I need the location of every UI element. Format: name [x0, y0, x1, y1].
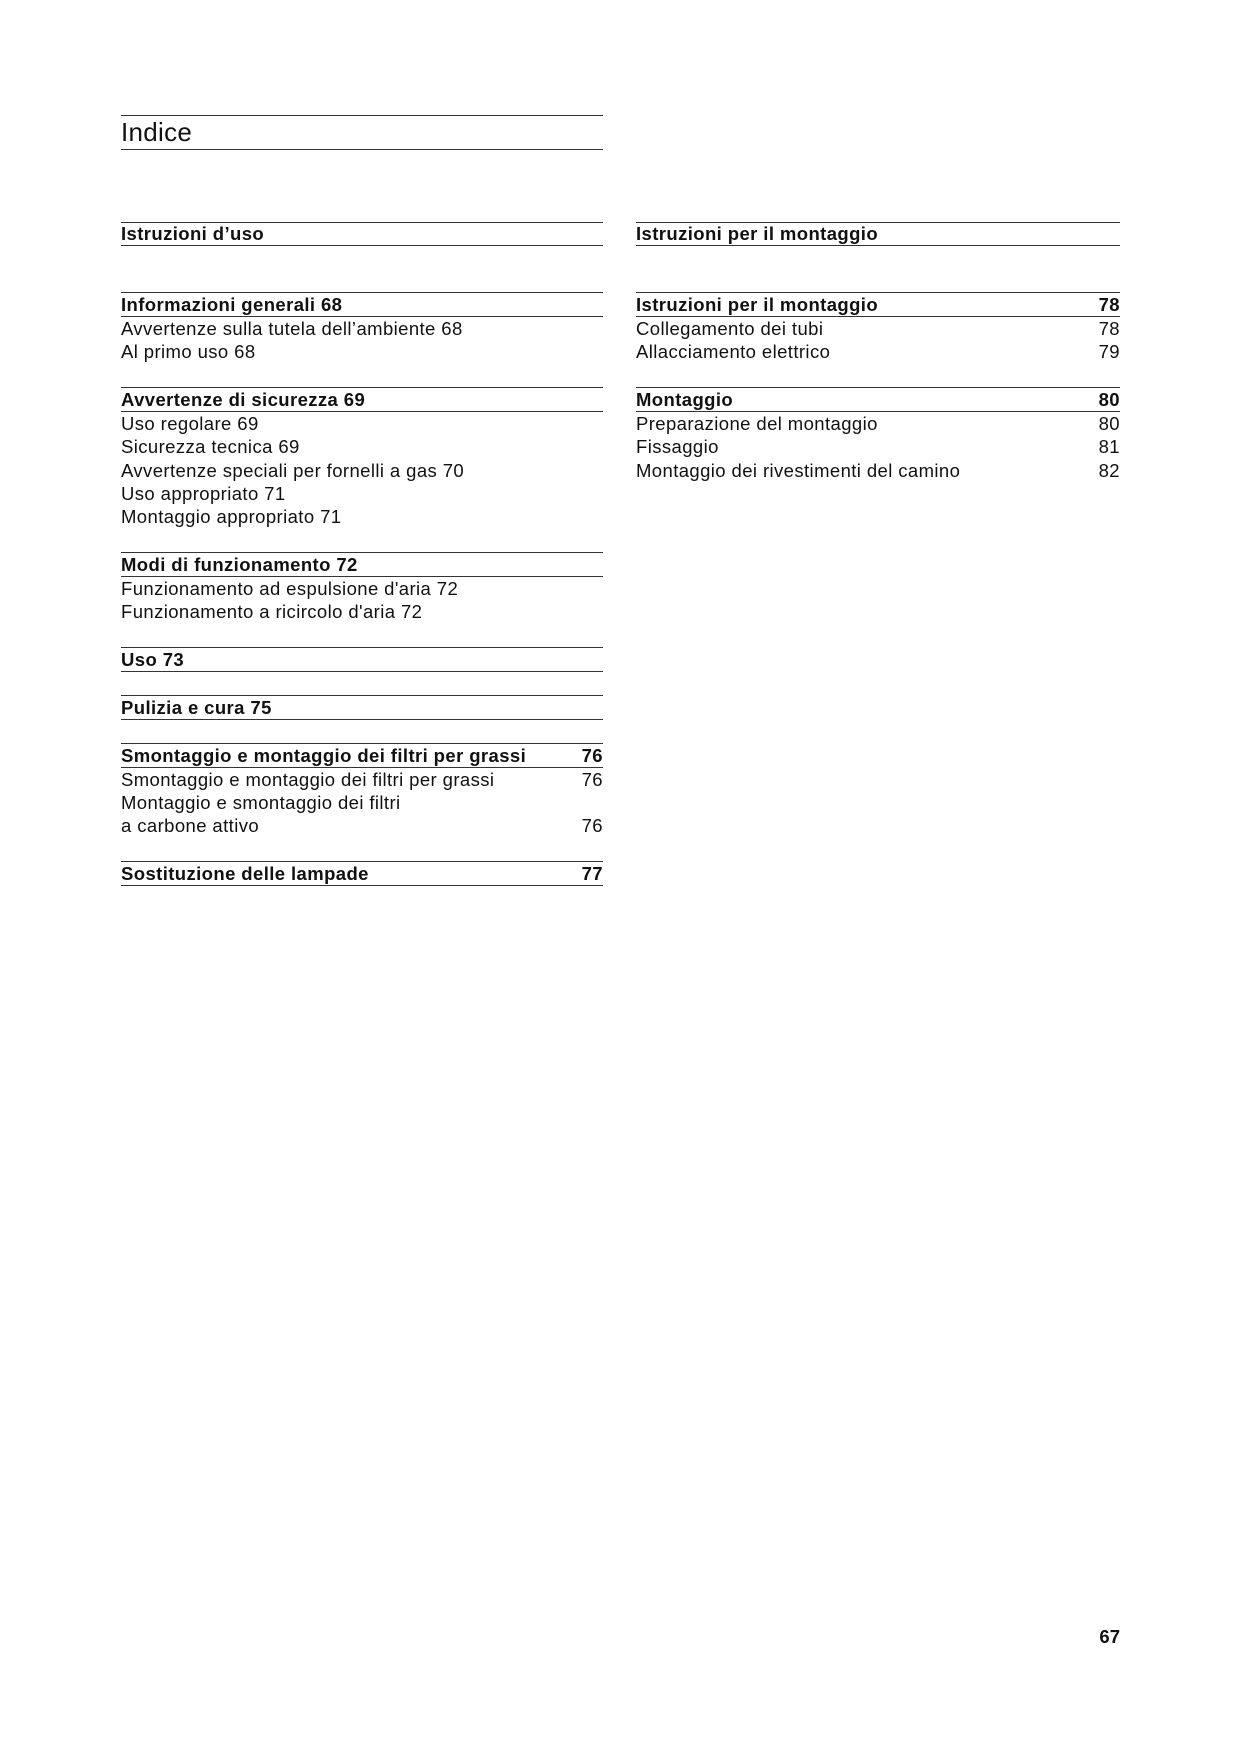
section-page-number [579, 696, 603, 719]
entry-page-number [579, 505, 603, 528]
toc-section [121, 743, 603, 838]
toc-section [121, 552, 603, 624]
entry-page-number: 82 [1098, 459, 1120, 481]
entry-page-number: 78 [1098, 318, 1120, 339]
section-title: Montaggio [636, 388, 734, 410]
column-heading: Istruzioni d’uso [121, 222, 603, 246]
entry-title: Montaggio e smontaggio dei filtri [121, 792, 401, 814]
section-title: Informazioni generali 68 [121, 294, 343, 315]
entry-page-number [579, 435, 603, 458]
toc-entry[interactable] [121, 791, 603, 814]
section-heading[interactable] [121, 387, 603, 412]
toc-entry[interactable] [121, 317, 603, 340]
column-heading: Istruzioni per il montaggio [636, 222, 1120, 246]
entry-title: Smontaggio e montaggio dei filtri per grassi [121, 768, 495, 790]
section-title: Avvertenze di sicurezza 69 [121, 388, 366, 410]
section-title: Pulizia e cura 75 [121, 696, 272, 718]
toc-entry[interactable] [121, 482, 603, 505]
entry-title: Montaggio appropriato 71 [121, 506, 342, 528]
entry-page-number [579, 412, 603, 435]
index-title-block [121, 115, 603, 150]
entry-page-number [579, 600, 603, 623]
entry-page-number: 76 [581, 815, 603, 837]
page-title: Indice [121, 117, 193, 147]
entry-title: Funzionamento a ricircolo d'aria 72 [121, 601, 423, 623]
section-heading[interactable] [121, 695, 603, 720]
toc-entry[interactable] [121, 459, 603, 482]
toc-entry[interactable] [121, 768, 603, 791]
section-page-number: 80 [1098, 388, 1120, 410]
entry-page-number [579, 791, 603, 814]
section-page-number: 78 [1098, 294, 1120, 315]
section-page-number [579, 553, 603, 576]
section-title: Modi di funzionamento 72 [121, 553, 358, 575]
entry-title: Preparazione del montaggio [636, 412, 878, 434]
toc-section [636, 292, 1120, 364]
entry-page-number [579, 459, 603, 482]
entry-title: Al primo uso 68 [121, 341, 256, 363]
toc-entry[interactable] [121, 340, 603, 363]
toc-entry[interactable] [121, 412, 603, 435]
toc-sections [636, 292, 1120, 482]
toc-section [121, 387, 603, 529]
toc-entry[interactable] [636, 340, 1120, 363]
entry-title: Allacciamento elettrico [636, 341, 831, 363]
section-page-number [579, 293, 603, 316]
entry-title: Sicurezza tecnica 69 [121, 436, 300, 458]
entry-title: Montaggio dei rivestimenti del camino [636, 459, 961, 481]
entry-title: Collegamento dei tubi [636, 318, 824, 339]
toc-section [121, 292, 603, 364]
toc-entry[interactable] [121, 814, 603, 837]
entry-page-number: 79 [1098, 341, 1120, 363]
entry-page-number [579, 340, 603, 363]
toc-entry[interactable] [636, 459, 1120, 482]
toc-entry[interactable] [121, 435, 603, 458]
toc-entry[interactable] [121, 505, 603, 528]
entry-page-number: 81 [1098, 436, 1120, 458]
section-heading[interactable] [121, 552, 603, 577]
toc-section [636, 387, 1120, 482]
section-title: Uso 73 [121, 648, 185, 670]
section-page-number [579, 388, 603, 411]
toc-section [121, 647, 603, 672]
section-page-number: 76 [581, 744, 603, 766]
section-heading[interactable] [121, 647, 603, 672]
entry-title: Fissaggio [636, 436, 719, 458]
section-heading[interactable] [636, 292, 1120, 317]
entry-title: Uso appropriato 71 [121, 483, 286, 505]
toc-entry[interactable] [121, 577, 603, 600]
entry-title: Uso regolare 69 [121, 412, 259, 434]
entry-page-number [579, 577, 603, 600]
page-number: 67 [1099, 1626, 1120, 1647]
entry-page-number: 80 [1098, 412, 1120, 434]
toc-entry[interactable] [636, 412, 1120, 435]
section-title: Istruzioni per il montaggio [636, 294, 879, 315]
section-heading[interactable] [121, 743, 603, 768]
entry-title: a carbone attivo [121, 815, 260, 837]
entry-title: Funzionamento ad espulsione d'aria 72 [121, 577, 459, 599]
section-page-number: 77 [581, 862, 603, 884]
toc-section [121, 695, 603, 720]
toc-entry[interactable] [121, 600, 603, 623]
entry-page-number [579, 482, 603, 505]
installation-instructions-column [636, 222, 1120, 505]
entry-title: Avvertenze sulla tutela dell’ambiente 68 [121, 318, 463, 339]
section-title: Smontaggio e montaggio dei filtri per grassi [121, 744, 527, 766]
section-heading[interactable] [636, 387, 1120, 412]
toc-section [121, 861, 603, 886]
section-heading[interactable] [121, 861, 603, 886]
toc-sections [121, 292, 603, 886]
toc-entry[interactable] [636, 317, 1120, 340]
section-title: Sostituzione delle lampade [121, 862, 369, 884]
entry-title: Avvertenze speciali per fornelli a gas 70 [121, 459, 465, 481]
section-page-number [579, 648, 603, 671]
toc-entry[interactable] [636, 435, 1120, 458]
entry-page-number [579, 317, 603, 340]
section-heading[interactable] [121, 292, 603, 317]
entry-page-number: 76 [581, 768, 603, 790]
operating-instructions-column [121, 222, 603, 909]
